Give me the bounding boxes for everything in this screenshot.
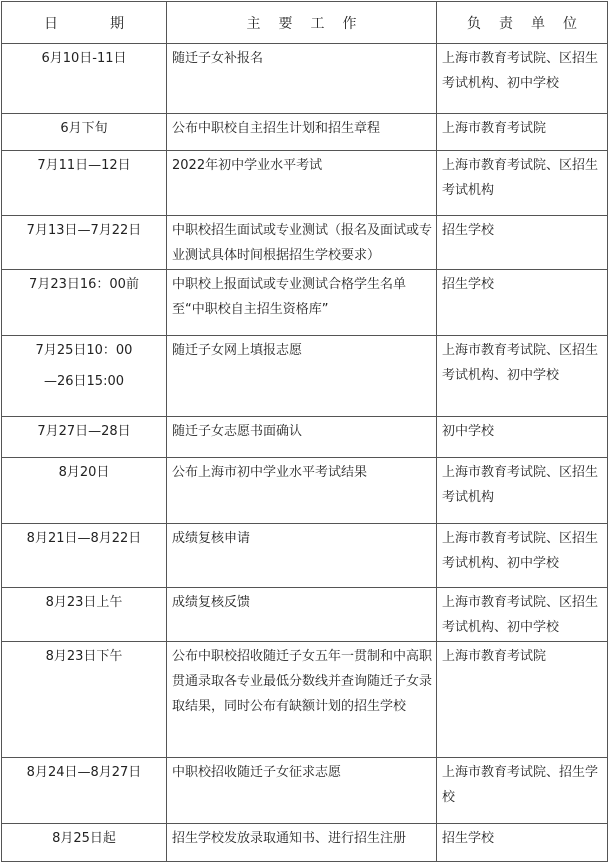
unit-cell: 上海市教育考试院、区招生考试机构 [437,458,608,524]
date-cell: 7月25日10：00 —26日15:00 [2,336,167,417]
date-cell: 8月23日下午 [2,642,167,758]
header-date: 日期 [2,2,167,44]
table-row [2,151,608,216]
date-cell: 8月20日 [2,458,167,524]
header-unit: 负责单位 [437,2,608,44]
unit-cell: 招生学校 [437,270,608,336]
work-cell: 中职校招生面试或专业测试（报名及面试或专业测试具体时间根据招生学校要求） [167,216,437,270]
unit-cell: 上海市教育考试院、区招生考试机构、初中学校 [437,588,608,642]
table-row [2,524,608,588]
unit-cell: 上海市教育考试院 [437,642,608,758]
table-row [2,336,608,417]
work-cell: 成绩复核申请 [167,524,437,588]
date-cell: 8月21日—8月22日 [2,524,167,588]
work-cell: 招生学校发放录取通知书、进行招生注册 [167,824,437,862]
work-cell: 公布上海市初中学业水平考试结果 [167,458,437,524]
date-cell: 6月10日-11日 [2,44,167,114]
unit-cell: 招生学校 [437,216,608,270]
header-work: 主要工作 [167,2,437,44]
date-cell: 8月25日起 [2,824,167,862]
table-row [2,114,608,151]
unit-cell: 上海市教育考试院、区招生考试机构、初中学校 [437,44,608,114]
header-row [2,2,608,44]
table-row [2,758,608,824]
table-row [2,44,608,114]
unit-cell: 上海市教育考试院、区招生考试机构、初中学校 [437,336,608,417]
unit-cell: 招生学校 [437,824,608,862]
work-cell: 中职校上报面试或专业测试合格学生名单至“中职校自主招生资格库” [167,270,437,336]
work-cell: 公布中职校自主招生计划和招生章程 [167,114,437,151]
date-cell: 8月23日上午 [2,588,167,642]
table-row [2,417,608,458]
work-cell: 成绩复核反馈 [167,588,437,642]
unit-cell: 上海市教育考试院 [437,114,608,151]
date-cell: 6月下旬 [2,114,167,151]
unit-cell: 上海市教育考试院、区招生考试机构、初中学校 [437,524,608,588]
date-cell: 7月13日—7月22日 [2,216,167,270]
work-cell: 2022年初中学业水平考试 [167,151,437,216]
work-cell: 随迁子女志愿书面确认 [167,417,437,458]
table-row [2,458,608,524]
table-row [2,588,608,642]
work-cell: 公布中职校招收随迁子女五年一贯制和中高职贯通录取各专业最低分数线并查询随迁子女录取结果，同时公布有缺额计划的招生学校 [167,642,437,758]
unit-cell: 上海市教育考试院、区招生考试机构 [437,151,608,216]
work-cell: 随迁子女补报名 [167,44,437,114]
date-cell: 8月24日—8月27日 [2,758,167,824]
table-row [2,824,608,862]
work-cell: 随迁子女网上填报志愿 [167,336,437,417]
work-cell: 中职校招收随迁子女征求志愿 [167,758,437,824]
date-cell: 7月27日—28日 [2,417,167,458]
unit-cell: 上海市教育考试院、招生学校 [437,758,608,824]
schedule-table [1,1,608,862]
table-row [2,270,608,336]
table-row [2,216,608,270]
date-cell: 7月23日16：00前 [2,270,167,336]
unit-cell: 初中学校 [437,417,608,458]
date-cell: 7月11日—12日 [2,151,167,216]
table-row [2,642,608,758]
